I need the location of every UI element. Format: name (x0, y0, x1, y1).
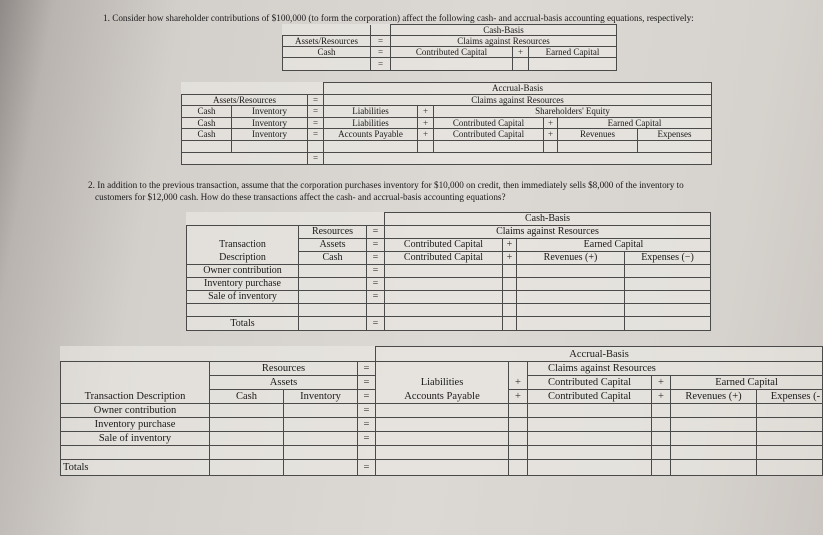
q1-accrual-eq-2: = (308, 117, 324, 129)
q2-cash-eq-4: = (367, 265, 385, 278)
q1-accrual-contributed-1: Contributed Capital (434, 117, 544, 129)
q1-accrual-expenses: Expenses (638, 129, 712, 141)
q2-accrual-totals: Totals (61, 460, 210, 476)
q2-cash-row-owner-contribution: Owner contribution (187, 265, 299, 278)
q1-accrual-earned: Earned Capital (558, 117, 712, 129)
q2-accrual-answer-1-liabilities[interactable] (376, 404, 509, 418)
q2-accrual-liabilities: Liabilities (376, 376, 509, 390)
q2-accrual-total-liabilities[interactable] (376, 460, 509, 476)
q2-accrual-eq-4: = (358, 404, 376, 418)
q1-cash-answer-contributed[interactable] (391, 58, 513, 71)
q1-accrual-answer-liabilities[interactable] (324, 141, 418, 153)
q1-cash-contributed: Contributed Capital (391, 47, 513, 58)
q2-cash-total-expenses[interactable] (625, 317, 711, 331)
q2-accrual-claims: Claims against Resources (528, 362, 823, 376)
q2-accrual-answer-1-contributed[interactable] (528, 404, 652, 418)
q1-cash-title: Cash-Basis (391, 25, 617, 36)
q2-cash-earned: Earned Capital (517, 239, 711, 252)
q2-accrual-eq-2: = (358, 376, 376, 390)
q1-cash-equals-3: = (371, 58, 391, 71)
q1-accrual-eq-3: = (308, 129, 324, 141)
q2-accrual-answer-1-inventory[interactable] (284, 404, 358, 418)
q2-cash-contributed-2: Contributed Capital (385, 252, 503, 265)
q2-accrual-answer-1-expenses[interactable] (757, 404, 823, 418)
q2-cash-totals: Totals (187, 317, 299, 331)
q2-cash-expenses: Expenses (−) (625, 252, 711, 265)
q2-accrual-expenses: Expenses (- (757, 390, 823, 404)
q2-cash-transaction: Transaction (187, 239, 299, 252)
q2-cash-answer-1-cash[interactable] (299, 265, 367, 278)
q2-accrual-answer-2-liabilities[interactable] (376, 418, 509, 432)
q1-accrual-answer-contributed[interactable] (434, 141, 544, 153)
q1-cash-answer-earned[interactable] (529, 58, 617, 71)
q2-accrual-eq-5: = (358, 418, 376, 432)
q2-accrual-answer-2-inventory[interactable] (284, 418, 358, 432)
q2-cash-claims: Claims against Resources (385, 226, 711, 239)
q2-cash-row-inventory-purchase: Inventory purchase (187, 278, 299, 291)
q2-cash-eq-3: = (367, 252, 385, 265)
q2-cash-total-contributed[interactable] (385, 317, 503, 331)
q1-accrual-plus-5: + (544, 129, 558, 141)
q1-cash-earned: Earned Capital (529, 47, 617, 58)
q1-accrual-answer-expenses[interactable] (638, 141, 712, 153)
q2-accrual-row-inventory-purchase: Inventory purchase (61, 418, 210, 432)
q1-accrual-eq-4: = (308, 153, 324, 165)
q2-accrual-eq-7: = (358, 460, 376, 476)
q2-cash-title: Cash-Basis (385, 213, 711, 226)
q1-accrual-revenues: Revenues (558, 129, 638, 141)
q2-accrual-basis-table (60, 346, 823, 476)
q1-accrual-equals: = (308, 94, 324, 106)
q2-cash-eq-6: = (367, 291, 385, 304)
q2-accrual-plus-1: + (509, 376, 528, 390)
q1-cash-plus: + (513, 47, 529, 58)
q1-cash-claims: Claims against Resources (391, 36, 617, 47)
q2-cash-answer-3-revenues[interactable] (517, 291, 625, 304)
q1-accrual-equity: Shareholders' Equity (434, 106, 712, 118)
q2-accrual-answer-3-expenses[interactable] (757, 432, 823, 446)
q1-cash-basis-table (282, 24, 617, 71)
q2-accrual-answer-3-contributed[interactable] (528, 432, 652, 446)
q1-accrual-title: Accrual-Basis (324, 83, 712, 95)
q1-accrual-claims: Claims against Resources (324, 94, 712, 106)
q2-accrual-row-owner-contribution: Owner contribution (61, 404, 210, 418)
q2-accrual-plus-2: + (652, 376, 671, 390)
q1-accrual-contributed-2: Contributed Capital (434, 129, 544, 141)
q2-cash-contributed-1: Contributed Capital (385, 239, 503, 252)
q1-accrual-plus-4: + (418, 129, 434, 141)
q1-accrual-answer-revenues[interactable] (558, 141, 638, 153)
q2-accrual-assets: Assets (210, 376, 358, 390)
q2-accrual-inventory: Inventory (284, 390, 358, 404)
q1-accrual-answer-cash[interactable] (182, 141, 232, 153)
q2-accrual-transaction-description: Transaction Description (61, 390, 210, 404)
q2-cash-row-sale-of-inventory: Sale of inventory (187, 291, 299, 304)
q1-accrual-cash-3: Cash (182, 129, 232, 141)
q2-accrual-total-cash[interactable] (210, 460, 284, 476)
q2-accrual-answer-2-cash[interactable] (210, 418, 284, 432)
q2-accrual-total-inventory[interactable] (284, 460, 358, 476)
q2-accrual-answer-1-cash[interactable] (210, 404, 284, 418)
q2-cash-total-cash[interactable] (299, 317, 367, 331)
q1-accrual-plus-3: + (544, 117, 558, 129)
q2-cash-answer-3-expenses[interactable] (625, 291, 711, 304)
q2-cash-answer-3-cash[interactable] (299, 291, 367, 304)
q1-accrual-eq-1: = (308, 106, 324, 118)
q1-accrual-basis-table (181, 82, 712, 165)
q2-cash-assets: Assets (299, 239, 367, 252)
q2-cash-answer-1-expenses[interactable] (625, 265, 711, 278)
q2-cash-cash: Cash (299, 252, 367, 265)
q2-cash-eq-5: = (367, 278, 385, 291)
q2-accrual-eq-6: = (358, 432, 376, 446)
q2-accrual-cash: Cash (210, 390, 284, 404)
q1-accrual-assets-header: Assets/Resources (182, 94, 308, 106)
q2-cash-plus-1: + (503, 239, 517, 252)
q2-accrual-answer-2-expenses[interactable] (757, 418, 823, 432)
q2-accrual-answer-3-revenues[interactable] (671, 432, 757, 446)
q1-cash-cash: Cash (283, 47, 371, 58)
q2-cash-answer-3-contributed[interactable] (385, 291, 503, 304)
q2-accrual-row-sale-of-inventory: Sale of inventory (61, 432, 210, 446)
q2-cash-answer-1-contributed[interactable] (385, 265, 503, 278)
q2-accrual-answer-3-cash[interactable] (210, 432, 284, 446)
q1-accrual-inventory-1: Inventory (232, 106, 308, 118)
q2-accrual-eq-1: = (358, 362, 376, 376)
q1-cash-answer-cash[interactable] (283, 58, 371, 71)
q1-accrual-cash-1: Cash (182, 106, 232, 118)
q2-cash-answer-1-revenues[interactable] (517, 265, 625, 278)
q1-cash-assets-header: Assets/Resources (283, 36, 371, 47)
q2-accrual-total-expenses[interactable] (757, 460, 823, 476)
q2-accrual-total-revenues[interactable] (671, 460, 757, 476)
q2-accrual-answer-3-inventory[interactable] (284, 432, 358, 446)
q2-cash-total-revenues[interactable] (517, 317, 625, 331)
q2-cash-answer-2-revenues[interactable] (517, 278, 625, 291)
q2-accrual-answer-2-contributed[interactable] (528, 418, 652, 432)
q1-accrual-accounts-payable: Accounts Payable (324, 129, 418, 141)
q1-accrual-cash-2: Cash (182, 117, 232, 129)
q2-accrual-plus-3: + (509, 390, 528, 404)
q2-accrual-earned: Earned Capital (671, 376, 823, 390)
q2-cash-revenues: Revenues (+) (517, 252, 625, 265)
q1-cash-equals-2: = (371, 47, 391, 58)
q1-accrual-inventory-2: Inventory (232, 117, 308, 129)
q2-accrual-contributed-2: Contributed Capital (528, 390, 652, 404)
q2-cash-answer-2-cash[interactable] (299, 278, 367, 291)
q2-accrual-eq-3: = (358, 390, 376, 404)
q1-accrual-plus-2: + (418, 117, 434, 129)
question-1-text: 1. Consider how shareholder contributions of $100,000 (to form the corporation) affect the following cash- and accrual-basis accounting equations, respectively: (103, 13, 694, 23)
q1-accrual-liabilities-1: Liabilities (324, 106, 418, 118)
q1-cash-equals: = (371, 36, 391, 47)
q2-cash-eq-1: = (367, 226, 385, 239)
q2-accrual-answer-2-revenues[interactable] (671, 418, 757, 432)
q2-accrual-revenues: Revenues (+) (671, 390, 757, 404)
q2-cash-answer-2-expenses[interactable] (625, 278, 711, 291)
q2-cash-eq-7: = (367, 317, 385, 331)
q1-accrual-answer-inventory[interactable] (232, 141, 308, 153)
q2-accrual-total-contributed[interactable] (528, 460, 652, 476)
question-2-text-line-1: 2. In addition to the previous transaction, assume that the corporation purchases inventory for $10,000 on credit, then immediately sells $8,000 of the inventory to (88, 180, 684, 190)
q2-cash-description: Description (187, 252, 299, 265)
q2-cash-resources: Resources (299, 226, 367, 239)
q1-accrual-liabilities-2: Liabilities (324, 117, 418, 129)
q2-cash-eq-2: = (367, 239, 385, 252)
q2-accrual-title: Accrual-Basis (376, 347, 823, 362)
q2-accrual-resources: Resources (210, 362, 358, 376)
q2-accrual-answer-1-revenues[interactable] (671, 404, 757, 418)
q2-accrual-answer-3-liabilities[interactable] (376, 432, 509, 446)
q2-accrual-plus-4: + (652, 390, 671, 404)
q2-accrual-accounts-payable: Accounts Payable (376, 390, 509, 404)
q2-cash-answer-2-contributed[interactable] (385, 278, 503, 291)
q2-accrual-contributed-1: Contributed Capital (528, 376, 652, 390)
q1-accrual-plus-1: + (418, 106, 434, 118)
q1-accrual-inventory-3: Inventory (232, 129, 308, 141)
question-2-text-line-2: customers for $12,000 cash. How do these transactions affect the cash- and accrual-basis accounting equations? (95, 192, 506, 202)
q2-cash-basis-table (186, 212, 711, 331)
q2-cash-plus-2: + (503, 252, 517, 265)
